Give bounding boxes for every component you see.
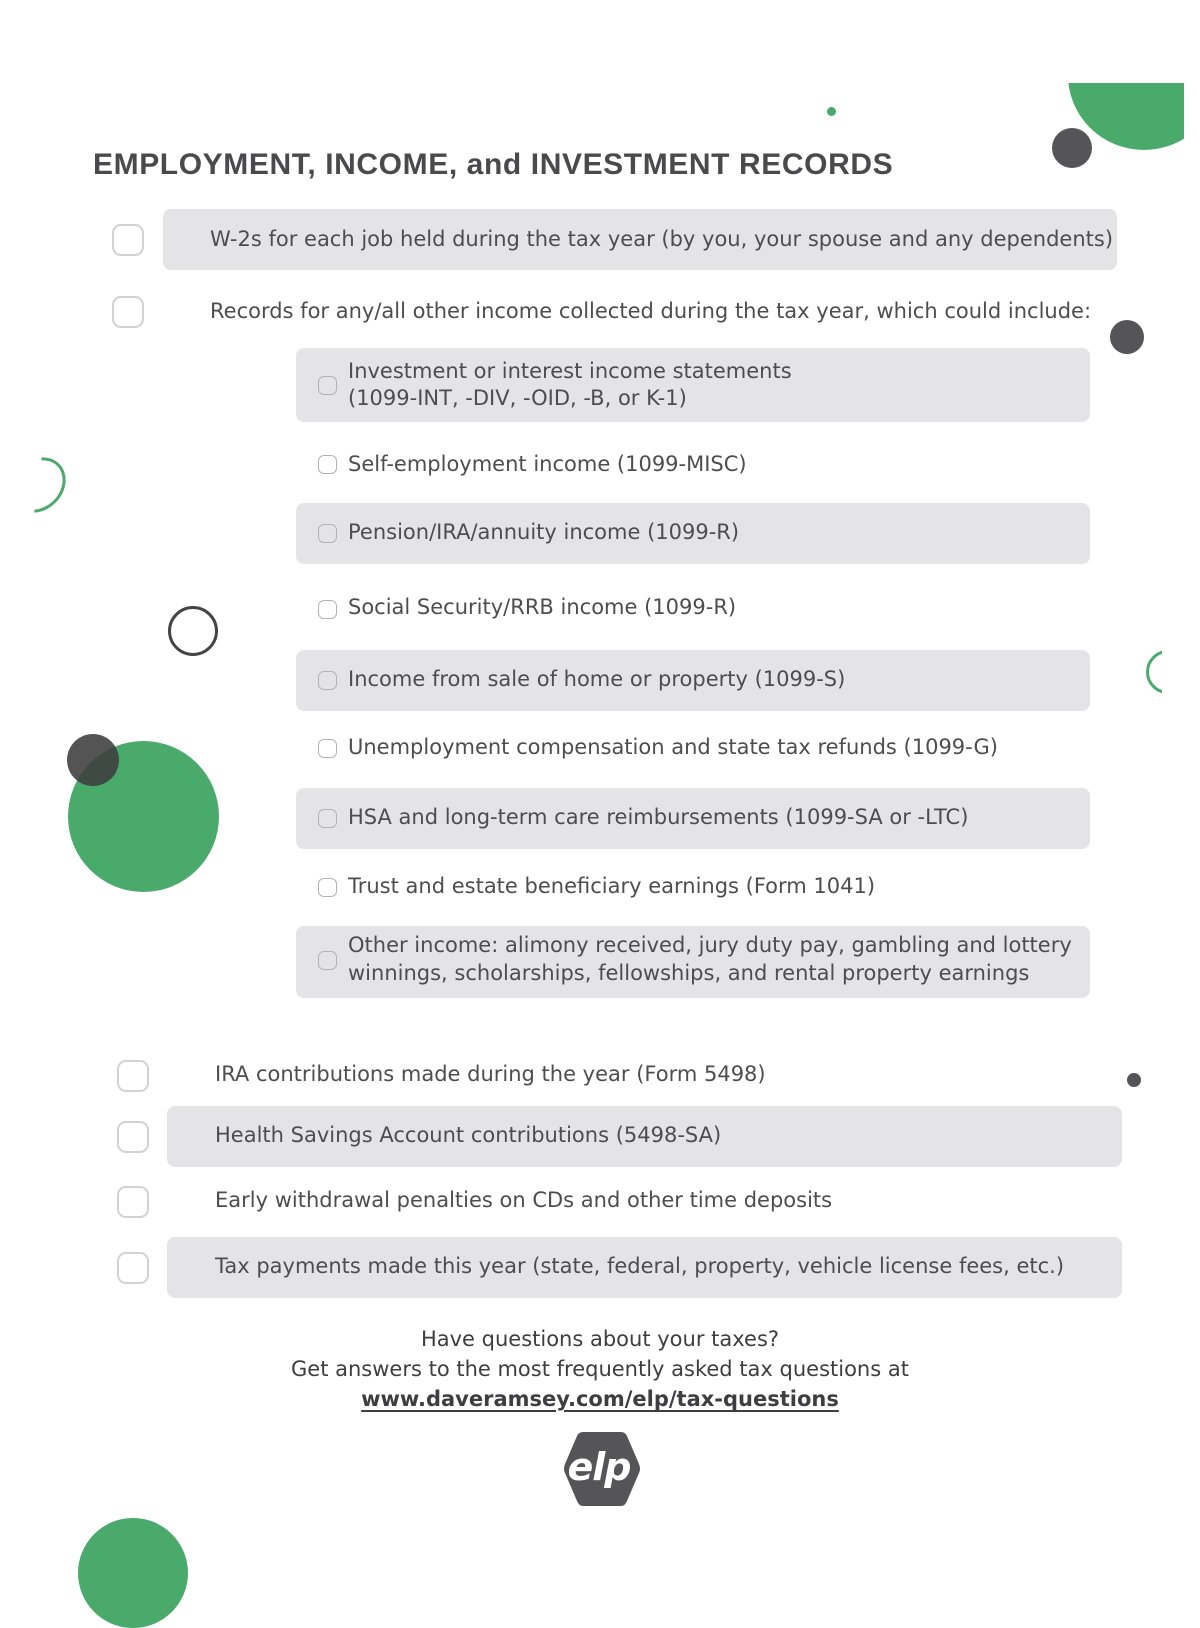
checkbox-other-income-sub[interactable] xyxy=(318,951,337,970)
checkbox-self-employment[interactable] xyxy=(318,455,337,474)
checkbox-hsa-contributions[interactable] xyxy=(117,1121,149,1153)
checkbox-other-income[interactable] xyxy=(112,296,144,328)
checkbox-tax-payments[interactable] xyxy=(117,1252,149,1284)
item-label-other-income: Records for any/all other income collected during the tax year, which could include: xyxy=(210,299,1092,323)
subitem-label-pension: Pension/IRA/annuity income (1099-R) xyxy=(348,520,740,544)
elp-logo xyxy=(555,1428,643,1510)
subitem-label-self-employment: Self-employment income (1099-MISC) xyxy=(348,452,747,476)
checkbox-social-security[interactable] xyxy=(318,600,337,619)
footer-line-questions: Have questions about your taxes? xyxy=(420,1327,780,1351)
item-label-w2: W-2s for each job held during the tax year (by you, your spouse and any dependents) xyxy=(210,227,1114,251)
decor-circle-dark-overlap xyxy=(67,734,119,786)
checkbox-home-sale[interactable] xyxy=(318,671,337,690)
item-label-tax-payments: Tax payments made this year (state, federal, property, vehicle license fees, etc.) xyxy=(215,1254,1065,1278)
subitem-label-hsa: HSA and long-term care reimbursements (1099-SA or -LTC) xyxy=(348,805,969,829)
section-heading: EMPLOYMENT, INCOME, and INVESTMENT RECORDS xyxy=(93,148,894,181)
subitem-label-trust-estate: Trust and estate beneficiary earnings (Form 1041) xyxy=(348,874,876,898)
subitem-label-other-income-line2: winnings, scholarships, fellowships, and rental property earnings xyxy=(348,961,1030,985)
checkbox-pension[interactable] xyxy=(318,524,337,543)
footer-link-wrapper xyxy=(0,1384,1200,1414)
decor-circle-dark-right xyxy=(1110,320,1144,354)
decor-dot-dark-small xyxy=(1127,1073,1141,1087)
subitem-label-social-security: Social Security/RRB income (1099-R) xyxy=(348,595,737,619)
item-label-ira-contributions: IRA contributions made during the year (Form 5498) xyxy=(215,1062,766,1086)
subitem-label-investment-line2: (1099-INT, -DIV, -OID, -B, or K-1) xyxy=(348,386,687,410)
decor-dot-green-small xyxy=(827,107,836,116)
checkbox-investment[interactable] xyxy=(318,376,337,395)
checkbox-trust-estate[interactable] xyxy=(318,878,337,897)
decor-ring-dark-left xyxy=(168,606,218,656)
decor-circle-green-top-right xyxy=(1068,0,1200,150)
elp-logo-text: elp xyxy=(567,1445,631,1489)
decor-ring-green-left xyxy=(0,446,77,524)
checkbox-early-withdrawal[interactable] xyxy=(117,1186,149,1218)
subitem-label-other-income-line1: Other income: alimony received, jury duty pay, gambling and lottery xyxy=(348,933,1072,957)
subitem-label-home-sale: Income from sale of home or property (1099-S) xyxy=(348,667,846,691)
decor-circle-dark-top-right xyxy=(1052,128,1092,168)
tax-questions-link[interactable]: www.daveramsey.com/elp/tax-questions xyxy=(361,1387,839,1411)
footer-line-answers: Get answers to the most frequently asked tax questions at xyxy=(291,1357,909,1381)
decor-circle-green-bottom xyxy=(78,1518,188,1628)
item-label-hsa-contributions: Health Savings Account contributions (5498-SA) xyxy=(215,1123,722,1147)
subitem-label-investment-line1: Investment or interest income statements xyxy=(348,359,792,383)
decor-ring-green-right xyxy=(1146,650,1190,694)
item-label-early-withdrawal: Early withdrawal penalties on CDs and other time deposits xyxy=(215,1188,833,1212)
subitem-label-unemployment: Unemployment compensation and state tax refunds (1099-G) xyxy=(348,735,998,759)
checkbox-unemployment[interactable] xyxy=(318,739,337,758)
checkbox-w2[interactable] xyxy=(112,224,144,256)
checkbox-ira-contributions[interactable] xyxy=(117,1060,149,1092)
checkbox-hsa[interactable] xyxy=(318,809,337,828)
